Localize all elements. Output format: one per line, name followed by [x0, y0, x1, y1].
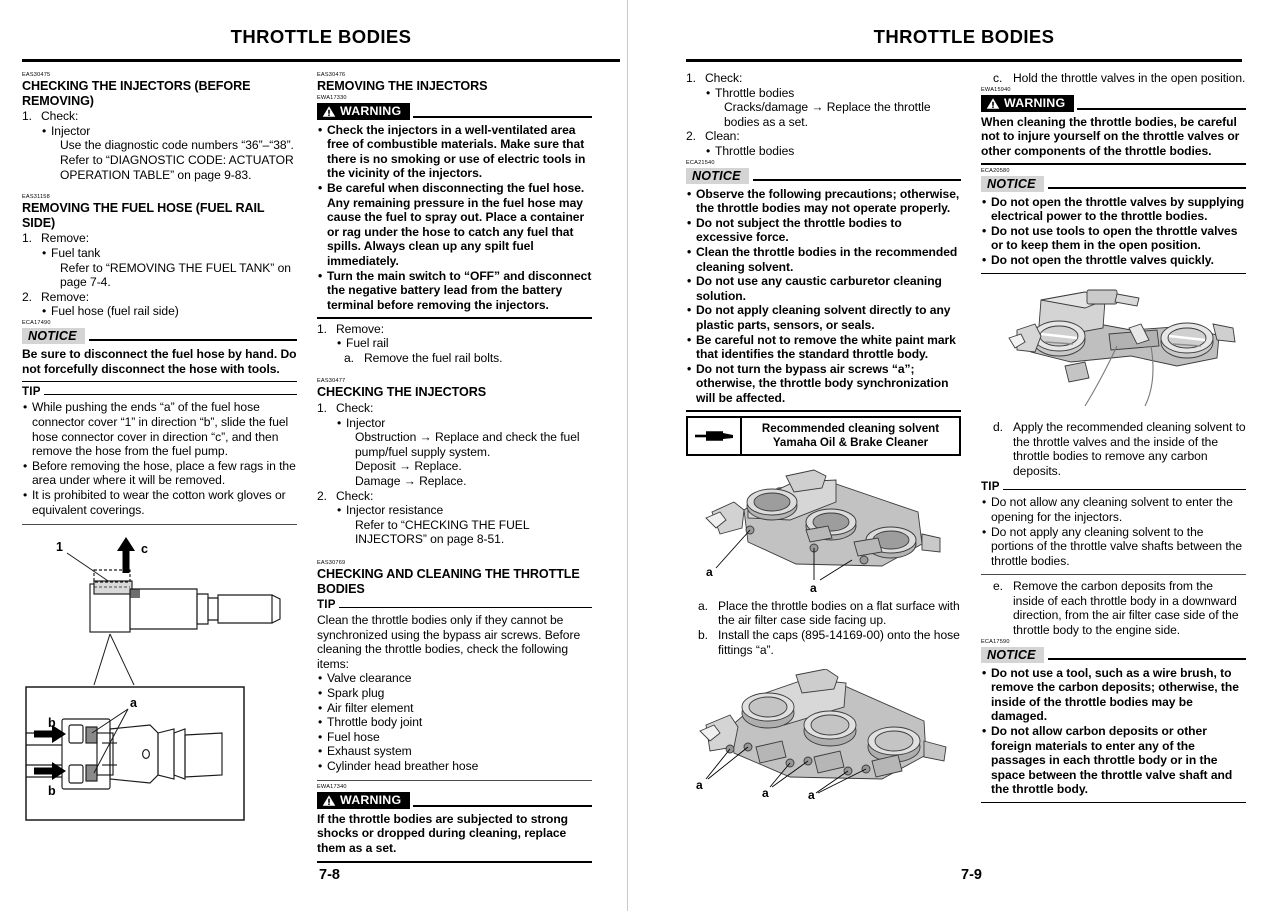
- notice-text: Be sure to disconnect the fuel hose by hand. Do not forcefully disconnect the hose with tools.: [22, 346, 297, 376]
- right-page-header: [686, 0, 1242, 62]
- spray-nozzle-icon: [688, 418, 742, 454]
- notice-code: ECA21540: [686, 159, 715, 166]
- step-reference: Refer to “DIAGNOSTIC CODE: ACTUATOR OPERATION TABLE” on page 9-83.: [60, 152, 294, 182]
- step-item: [317, 401, 592, 489]
- figure-callout-a: a: [762, 786, 769, 800]
- list-item: • Do not allow any cleaning solvent to enter the opening for the injectors.: [981, 495, 1246, 524]
- list-item: • Do not apply cleaning solvent directly to any plastic parts, sensors, or seals.: [686, 303, 961, 332]
- list-item: • It is prohibited to wear the cotton work gloves or equivalent coverings.: [22, 488, 297, 517]
- notice-rule: [1048, 187, 1246, 189]
- notice-label: NOTICE: [28, 328, 77, 343]
- list-item: • Do not subject the throttle bodies to excessive force.: [686, 216, 961, 245]
- section-code: EAS30769: [317, 559, 346, 566]
- notice-rule: [1048, 658, 1246, 660]
- warning-label: WARNING: [1004, 96, 1066, 111]
- notice-badge: [981, 647, 1044, 663]
- warning-label: WARNING: [340, 104, 402, 119]
- list-item: • Be careful when disconnecting the fuel hose. Any remaining pressure in the fuel hose may cause the fuel to spray out. Place a container or rag under the hose to catch any fuel that spills. Always clean up any spilt fuel immediately.: [317, 181, 592, 269]
- section-heading-checking-cleaning-throttle-bodies: CHECKING AND CLEANING THE THROTTLE BODIES: [317, 566, 580, 596]
- section-code: EAS30476: [317, 72, 346, 78]
- list-item: • Air filter element: [317, 701, 592, 716]
- tip-text: Clean the throttle bodies only if they cannot be synchronized using the bypass air screws. Before cleaning the throttle bodies, check the following items:: [317, 613, 581, 671]
- figure-callout-a: a: [810, 580, 817, 593]
- figure-callout-1: 1: [56, 540, 63, 555]
- tip-label: TIP: [317, 598, 336, 612]
- list-item: • Do not open the throttle valves quickly.: [981, 253, 1246, 268]
- warning-label: WARNING: [340, 793, 402, 808]
- notice-label: NOTICE: [987, 647, 1036, 662]
- tip-label: TIP: [22, 385, 41, 399]
- notice-code: ECA17590: [981, 638, 1010, 645]
- warning-rule: [413, 116, 592, 118]
- page-number: 7-9: [961, 867, 982, 883]
- substep-marker: b.: [698, 627, 708, 642]
- divider: [981, 273, 1246, 274]
- throttle-valves-open-position-figure: [981, 284, 1246, 412]
- step-d: [981, 420, 1246, 478]
- pre-cleaning-check-list: [317, 671, 592, 773]
- solvent-label: Recommended cleaning solvent: [761, 422, 940, 436]
- list-item: • Valve clearance: [317, 671, 592, 686]
- warning-banner: [981, 95, 1246, 112]
- step-bullets: [336, 336, 592, 351]
- step-bullets: [705, 144, 961, 159]
- step-number: 2.: [22, 289, 32, 304]
- step-label: Check:: [336, 400, 374, 415]
- list-item: • Be careful not to remove the white paint mark that identifies the standard throttle body.: [686, 333, 961, 362]
- warning-banner: [317, 792, 592, 809]
- column-1: [22, 71, 297, 866]
- tip-list: [981, 495, 1246, 568]
- warning-badge: [317, 792, 410, 809]
- section-heading-checking-injectors: CHECKING THE INJECTORS (BEFORE REMOVING): [22, 79, 251, 108]
- step-number: 2.: [317, 488, 327, 503]
- throttle-bodies-air-filter-side-figure: [686, 468, 961, 593]
- step-e: [981, 579, 1246, 637]
- step-label: Check:: [336, 488, 374, 503]
- notice-list: [981, 666, 1246, 797]
- section-code: EAS30475: [22, 72, 51, 78]
- figure-callout-a: a: [130, 696, 137, 711]
- section-code: EAS30477: [317, 378, 346, 385]
- substep-marker: c.: [993, 71, 1003, 85]
- divider: [981, 163, 1246, 164]
- step-bullets: [41, 304, 297, 319]
- step-detail: Deposit → Replace.: [355, 459, 462, 474]
- divider: [317, 317, 592, 318]
- notice-banner: [981, 647, 1246, 663]
- section-heading-checking-injectors-2: CHECKING THE INJECTORS: [317, 385, 487, 400]
- divider: [981, 802, 1246, 803]
- removal-steps: [317, 322, 592, 366]
- figure-callout-a: a: [808, 788, 815, 800]
- checking-injectors-2-steps: [317, 401, 592, 547]
- step-item: [686, 129, 961, 158]
- tip-list: [22, 400, 297, 517]
- notice-list: [686, 187, 961, 406]
- warning-banner: [317, 103, 592, 120]
- warning-badge: [981, 95, 1074, 112]
- step-item: [317, 489, 592, 547]
- list-item: • Do not apply any cleaning solvent to the portions of the throttle valve shafts between the throttle bodies.: [981, 525, 1246, 569]
- page-number: 7-8: [319, 867, 340, 883]
- warning-list: [317, 123, 592, 313]
- list-item: • Spark plug: [317, 686, 592, 701]
- step-number: 2.: [686, 129, 696, 144]
- step-detail: Damage → Replace.: [355, 473, 467, 488]
- step-number: 1.: [317, 400, 327, 415]
- list-item: • Do not allow carbon deposits or other foreign materials to enter any of the passages in each throttle body or in the space between the throttle valve shaft and the throttle body.: [981, 724, 1246, 797]
- warning-code: EWA17330: [317, 94, 347, 101]
- notice-label: NOTICE: [692, 168, 741, 183]
- list-item: • While pushing the ends “a” of the fuel hose connector cover “1” in direction “b”, slide the fuel hose connector cover in direction “c”, and then remove the hose from the fuel pump.: [22, 400, 297, 458]
- warning-badge: [317, 103, 410, 120]
- divider: [317, 861, 592, 862]
- notice-banner: [686, 168, 961, 184]
- list-item: • Do not turn the bypass air screws “a”; otherwise, the throttle body synchronization will be affected.: [686, 362, 961, 406]
- step-label: Check:: [705, 71, 743, 85]
- list-item: • Check the injectors in a well-ventilated area free of combustible materials. Make sure that there is no smoking or use of electric tools in the vicinity of the injectors.: [317, 123, 592, 181]
- substep-item: [698, 628, 961, 657]
- notice-rule: [89, 339, 297, 341]
- tip-rule: [44, 394, 297, 395]
- notice-code: ECA20580: [981, 167, 1010, 174]
- step-bullets: [41, 124, 297, 139]
- list-item: • Throttle body joint: [317, 715, 592, 730]
- throttle-bodies-hose-fittings-figure: [686, 669, 961, 799]
- list-item: • Do not use a tool, such as a wire brush, to remove the carbon deposits; otherwise, the inside of the throttle bodies may be damaged.: [981, 666, 1246, 724]
- substep-item: [993, 579, 1246, 637]
- step-label: Clean:: [705, 129, 740, 144]
- list-item: • Before removing the hose, place a few rags in the area under where it will be removed.: [22, 459, 297, 488]
- notice-badge: [22, 328, 85, 344]
- page-title: THROTTLE BODIES: [873, 26, 1055, 47]
- recommended-solvent-table: [686, 416, 961, 456]
- header-rule: [22, 59, 620, 62]
- step-bullets: [336, 503, 592, 518]
- list-item: • Throttle bodies: [705, 86, 961, 101]
- list-item: • Cylinder head breather hose: [317, 759, 592, 774]
- notice-badge: [686, 168, 749, 184]
- substep-text: Install the caps (895-14169-00) onto the hose fittings “a”.: [718, 627, 960, 657]
- figure-callout-c: c: [141, 542, 148, 557]
- warning-triangle-icon: [986, 97, 1000, 110]
- list-item: • Injector resistance: [336, 503, 592, 518]
- section-heading-removing-injectors: REMOVING THE INJECTORS: [317, 79, 488, 93]
- divider: [686, 410, 961, 411]
- warning-code: EWA15940: [981, 86, 1011, 93]
- substep-marker: a.: [344, 350, 354, 365]
- step-label: Check:: [41, 109, 79, 124]
- substep-item: [344, 351, 592, 366]
- substep-text: Apply the recommended cleaning solvent to the throttle valves and the inside of the throttle bodies to remove any carbon deposits.: [1013, 419, 1246, 478]
- list-item: • Do not use any caustic carburetor cleaning solution.: [686, 274, 961, 303]
- checking-injectors-steps: [22, 109, 297, 182]
- list-item: • Turn the main switch to “OFF” and disconnect the negative battery lead from the battery terminal before removing the injectors.: [317, 269, 592, 313]
- header-rule: [686, 59, 1242, 62]
- notice-badge: [981, 176, 1044, 192]
- step-item: [22, 109, 297, 182]
- step-number: 1.: [317, 321, 327, 336]
- warning-rule: [413, 805, 592, 807]
- step-item: [22, 290, 297, 319]
- section-heading-removing-fuel-hose: REMOVING THE FUEL HOSE (FUEL RAIL SIDE): [22, 201, 265, 230]
- step-number: 1.: [22, 231, 32, 246]
- step-detail: Obstruction → Replace and check the fuel pump/fuel supply system.: [355, 430, 580, 459]
- figure-callout-b: b: [48, 716, 56, 731]
- section-code: EAS31158: [22, 194, 50, 201]
- tip-banner: [22, 385, 297, 398]
- removing-fuel-hose-steps: [22, 231, 297, 319]
- list-item: • Fuel tank: [41, 246, 297, 261]
- step-label: Remove:: [41, 231, 90, 246]
- notice-label: NOTICE: [987, 176, 1036, 191]
- step-detail: Use the diagnostic code numbers “36”–“38”.: [60, 138, 294, 153]
- solvent-product: Yamaha Oil & Brake Cleaner: [772, 435, 929, 449]
- warning-triangle-icon: [322, 794, 336, 807]
- list-item: • Fuel hose: [317, 730, 592, 745]
- substep-text: Hold the throttle valves in the open position.: [1013, 71, 1246, 85]
- figure-callout-a: a: [696, 778, 703, 793]
- right-page: [640, 0, 1280, 911]
- divider: [22, 381, 297, 382]
- divider: [22, 524, 297, 525]
- warning-text: If the throttle bodies are subjected to strong shocks or dropped during cleaning, replace them as a set.: [317, 811, 569, 855]
- substep-marker: d.: [993, 419, 1003, 434]
- step-bullets: [41, 246, 297, 261]
- tip-label: TIP: [981, 480, 1000, 494]
- figure-callout-b: b: [48, 784, 56, 799]
- list-item: • Fuel hose (fuel rail side): [41, 304, 297, 319]
- warning-triangle-icon: [322, 105, 336, 118]
- warning-rule: [1077, 108, 1246, 110]
- notice-banner: [22, 328, 297, 344]
- substep-text: Remove the carbon deposits from the inside of each throttle body in a downward direction, from the air filter case side of the throttle body to the engine side.: [1013, 579, 1239, 638]
- tip-rule: [339, 607, 592, 608]
- substep-item: [698, 599, 961, 628]
- notice-rule: [753, 179, 961, 181]
- substep-marker: e.: [993, 579, 1003, 594]
- left-page-columns: [22, 71, 620, 866]
- column-2: [317, 71, 592, 866]
- step-reference: Refer to “CHECKING THE FUEL INJECTORS” on page 8-51.: [355, 517, 530, 547]
- list-item: • Throttle bodies: [705, 144, 961, 159]
- step-number: 1.: [22, 109, 32, 124]
- list-item: • Clean the throttle bodies in the recommended cleaning solvent.: [686, 245, 961, 274]
- step-reference: Refer to “REMOVING THE FUEL TANK” on page 7-4.: [60, 260, 291, 290]
- step-number: 1.: [686, 71, 696, 85]
- divider: [317, 780, 592, 781]
- list-item: • Do not open the throttle valves by supplying electrical power to the throttle bodies.: [981, 195, 1246, 224]
- warning-code: EWA17340: [317, 783, 347, 790]
- step-c: [981, 71, 1246, 86]
- step-item: [686, 71, 961, 129]
- warning-text: When cleaning the throttle bodies, be careful not to injure yourself on the throttle valves or other components of the throttle bodies.: [981, 114, 1240, 158]
- tip-rule: [1003, 489, 1246, 490]
- column-3: [686, 71, 961, 806]
- list-item: • Do not use tools to open the throttle valves or to keep them in the open position.: [981, 224, 1246, 253]
- throttle-body-check-steps: [686, 71, 961, 159]
- list-item: • Fuel rail: [336, 336, 592, 351]
- step-item: [22, 231, 297, 289]
- substep-marker: a.: [698, 598, 708, 613]
- notice-code: ECA17490: [22, 319, 51, 326]
- right-page-columns: [686, 71, 1246, 806]
- list-item: • Injector: [336, 416, 592, 431]
- step-label: Remove:: [41, 289, 90, 304]
- list-item: • Observe the following precautions; otherwise, the throttle bodies may not operate properly.: [686, 187, 961, 216]
- left-page-header: [22, 0, 620, 62]
- fuel-hose-connector-diagram: [22, 537, 297, 827]
- step-bullets: [336, 416, 592, 431]
- placement-steps: [686, 599, 961, 657]
- figure-callout-a: a: [706, 564, 713, 579]
- solvent-text: [742, 418, 959, 454]
- list-item: • Injector: [41, 124, 297, 139]
- substep-item: [993, 71, 1246, 86]
- substep-text: Remove the fuel rail bolts.: [364, 350, 503, 365]
- divider: [981, 574, 1246, 575]
- list-item: • Exhaust system: [317, 744, 592, 759]
- step-label: Remove:: [336, 321, 385, 336]
- page-title: THROTTLE BODIES: [230, 26, 412, 47]
- column-4: [981, 71, 1246, 806]
- step-item: [317, 322, 592, 366]
- step-detail: Cracks/damage → Replace the throttle bodies as a set.: [724, 100, 931, 129]
- substep-item: [993, 420, 1246, 478]
- notice-banner: [981, 176, 1246, 192]
- substep-text: Place the throttle bodies on a flat surface with the air filter case side facing up.: [718, 598, 960, 628]
- notice-list: [981, 195, 1246, 268]
- tip-banner: [981, 480, 1246, 493]
- step-bullets: [705, 86, 961, 101]
- tip-banner: [317, 598, 592, 611]
